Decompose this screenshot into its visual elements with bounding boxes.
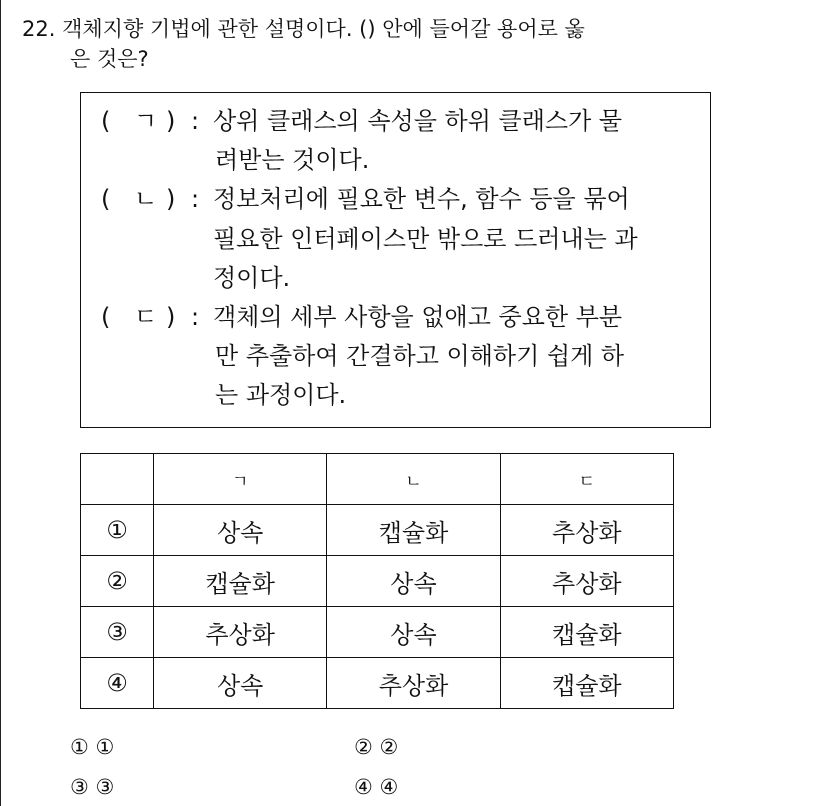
- choice-label: ①: [70, 735, 89, 759]
- choice-label: ②: [354, 735, 373, 759]
- table-cell: ②: [81, 556, 154, 607]
- definition-b-line-2: 필요한 인터페이스만 밖으로 드러내는 과: [213, 225, 638, 253]
- choice-3[interactable]: [70, 775, 114, 799]
- marker-letter: ㄱ: [134, 107, 158, 135]
- table-cell: ①: [81, 505, 154, 556]
- choice-2[interactable]: [354, 735, 398, 759]
- table-header-cell: ㄴ: [327, 454, 500, 505]
- table-cell: 상속: [154, 505, 327, 556]
- paren-open: (: [101, 185, 111, 213]
- paren-close: ): [166, 107, 176, 135]
- table-header-cell: ㄱ: [154, 454, 327, 505]
- choice-4[interactable]: [354, 775, 398, 799]
- table-cell: 캡슐화: [327, 505, 500, 556]
- table-cell: 캡슐화: [500, 658, 673, 709]
- table-header-cell: [81, 454, 154, 505]
- question-line-2: 은 것은?: [70, 47, 149, 71]
- question-number: 22.: [22, 17, 56, 41]
- table-row: [81, 505, 674, 556]
- marker-colon: :: [191, 107, 200, 135]
- paren-close: ): [166, 303, 176, 331]
- choice-1[interactable]: [70, 735, 114, 759]
- definition-b-line-3: 정이다.: [213, 264, 291, 292]
- paren-close: ): [166, 185, 176, 213]
- table-cell: ③: [81, 607, 154, 658]
- definition-box: [80, 92, 711, 428]
- table-cell: ④: [81, 658, 154, 709]
- table-row: [81, 556, 674, 607]
- question-text-1: 객체지향 기법에 관한 설명이다. () 안에 들어갈 용어로 옳: [62, 17, 585, 41]
- table-cell: 추상화: [154, 607, 327, 658]
- marker-colon: :: [191, 185, 200, 213]
- table-header-row: [81, 454, 674, 505]
- choice-text: ③: [95, 775, 115, 799]
- table-cell: 추상화: [327, 658, 500, 709]
- definition-c-line-2: 만 추출하여 간결하고 이해하기 쉽게 하: [215, 342, 625, 370]
- paren-open: (: [101, 107, 111, 135]
- marker-letter: ㄷ: [134, 303, 158, 331]
- choice-label: ③: [70, 775, 89, 799]
- table-row: [81, 607, 674, 658]
- choice-text: ②: [379, 735, 399, 759]
- table-cell: 추상화: [500, 505, 673, 556]
- marker-colon: :: [191, 303, 200, 331]
- question-line-1: [22, 14, 802, 44]
- table-cell: 캡슐화: [154, 556, 327, 607]
- table-header-cell: ㄷ: [500, 454, 673, 505]
- definition-b-line-1: 정보처리에 필요한 변수, 함수 등을 묶어: [213, 185, 630, 213]
- definition-c-line-3: 는 과정이다.: [215, 381, 347, 409]
- choice-text: ①: [95, 735, 115, 759]
- question-stem: [22, 14, 802, 74]
- definition-c-line-1: 객체의 세부 사항을 없애고 중요한 부분: [213, 303, 623, 331]
- choice-text: ④: [379, 775, 399, 799]
- marker-letter: ㄴ: [134, 185, 158, 213]
- table-cell: 상속: [327, 556, 500, 607]
- choice-label: ④: [354, 775, 373, 799]
- table-cell: 추상화: [500, 556, 673, 607]
- answer-table: [80, 453, 674, 709]
- table-cell: 상속: [154, 658, 327, 709]
- paren-open: (: [101, 303, 111, 331]
- page-left-border: [0, 0, 1, 806]
- definition-a-line-1: 상위 클래스의 속성을 하위 클래스가 물: [213, 107, 623, 135]
- definition-a-line-2: 려받는 것이다.: [215, 146, 370, 174]
- table-cell: 캡슐화: [500, 607, 673, 658]
- table-cell: 상속: [327, 607, 500, 658]
- table-row: [81, 658, 674, 709]
